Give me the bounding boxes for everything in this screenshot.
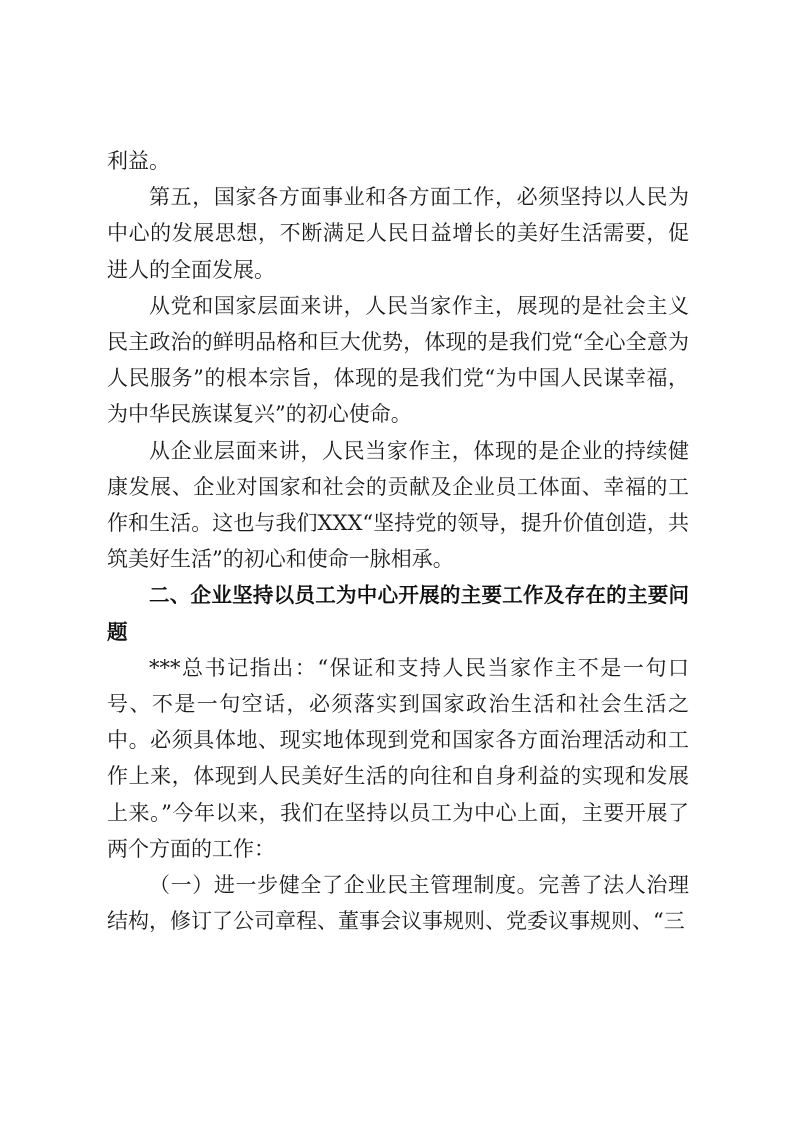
paragraph-general-secretary-quote: ***总书记指出：“保证和支持人民当家作主不是一句口号、不是一句空话，必须落实到国家政治生活和社会生活之中。必须具体地、现实地体现到党和国家各方面治理活动和工作上来，体现到人民美好生活的向往和自身利益的实现和发展上来。”今年以来，我们在坚持以员工为中心上面，主要开展了两个方面的工作： bbox=[107, 655, 689, 861]
subsection-heading-one: （一）进一步健全了企业民主管理制度。完善了法人治理结构，修订了公司章程、董事会议事规则、党委议事规则、“三 bbox=[107, 873, 689, 934]
paragraph-fifth-point: 第五，国家各方面事业和各方面工作，必须坚持以人民为中心的发展思想，不断满足人民日益增长的美好生活需要，促进人的全面发展。 bbox=[107, 185, 689, 282]
paragraph-party-state-level: 从党和国家层面来讲，人民当家作主，展现的是社会主义民主政治的鲜明品格和巨大优势，体现的是我们党“全心全意为人民服务”的根本宗旨，体现的是我们党“为中国人民谋幸福，为中华民族谋复兴”的初心使命。 bbox=[107, 293, 689, 427]
document-page bbox=[107, 143, 689, 939]
paragraph-enterprise-level: 从企业层面来讲，人民当家作主，体现的是企业的持续健康发展、企业对国家和社会的贡献及企业员工体面、幸福的工作和生活。这也与我们XXX“坚持党的领导，提升价值创造，共筑美好生活”的初心和使命一脉相承。 bbox=[107, 438, 689, 572]
paragraph-continuation: 利益。 bbox=[107, 149, 170, 173]
section-heading-two: 二、企业坚持以员工为中心开展的主要工作及存在的主要问题 bbox=[107, 583, 689, 644]
